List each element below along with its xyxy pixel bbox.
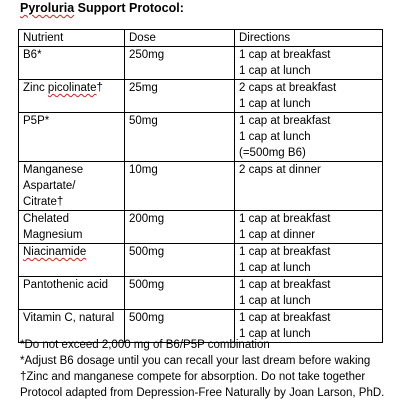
spellcheck-word: Niacinamide [23, 246, 87, 258]
direction-line: (=500mg B6) [239, 147, 306, 159]
page-title [20, 1, 184, 15]
cell-nutrient [19, 113, 125, 162]
cell-directions [235, 47, 383, 80]
footnote: *Adjust B6 dosage until you can recall your last dream before waking [20, 355, 371, 367]
nutrient-line: P5P* [23, 115, 50, 127]
header-dose: Dose [125, 30, 235, 47]
cell-nutrient [19, 47, 125, 80]
table-row [19, 162, 383, 211]
cell-directions [235, 211, 383, 244]
cell-dose: 10mg [125, 162, 235, 211]
table-row [19, 244, 383, 277]
table-body [19, 47, 383, 343]
nutrient-line: Aspartate/ [23, 180, 76, 192]
cell-directions [235, 277, 383, 310]
cell-nutrient [19, 80, 125, 113]
direction-line: 1 cap at breakfast [239, 246, 331, 258]
cell-nutrient [19, 211, 125, 244]
footnote: Protocol adapted from Depression-Free Naturally by Joan Larson, PhD. [20, 387, 385, 399]
header-directions: Directions [235, 30, 383, 47]
direction-line: 2 caps at breakfast [239, 82, 337, 94]
nutrient-line: Chelated [23, 213, 70, 225]
direction-line: 1 cap at lunch [239, 98, 311, 110]
table-row [19, 113, 383, 162]
direction-line: 1 cap at lunch [239, 328, 311, 340]
table-row [19, 47, 383, 80]
cell-dose: 500mg [125, 310, 235, 343]
direction-line: 1 cap at lunch [239, 262, 311, 274]
table-header-row [19, 30, 383, 47]
cell-nutrient [19, 162, 125, 211]
cell-directions [235, 244, 383, 277]
direction-line: 1 cap at lunch [239, 131, 311, 143]
cell-dose: 250mg [125, 47, 235, 80]
title-rest: Support Protocol: [74, 1, 184, 15]
nutrient-line: Magnesium [23, 229, 83, 241]
cell-dose: 200mg [125, 211, 235, 244]
direction-line: 2 caps at dinner [239, 164, 321, 176]
spellcheck-word: picolinate [47, 82, 97, 94]
direction-line: 1 cap at breakfast [239, 279, 331, 291]
cell-dose: 500mg [125, 244, 235, 277]
cell-directions [235, 80, 383, 113]
nutrient-line: Manganese [23, 164, 84, 176]
cell-directions [235, 162, 383, 211]
nutrient-line: Citrate† [23, 196, 64, 208]
footnotes [20, 337, 404, 401]
footnote: †Zinc and manganese compete for absorption. Do not take together [20, 371, 366, 383]
direction-line: 1 cap at breakfast [239, 312, 331, 324]
nutrient-line: Vitamin C, natural [23, 312, 115, 324]
direction-line: 1 cap at lunch [239, 65, 311, 77]
table-row [19, 211, 383, 244]
footnote: *Do not exceed 2,000 mg of B6/P5P combination [20, 339, 270, 351]
cell-nutrient [19, 277, 125, 310]
cell-dose: 50mg [125, 113, 235, 162]
cell-dose: 25mg [125, 80, 235, 113]
cell-directions [235, 113, 383, 162]
direction-line: 1 cap at breakfast [239, 115, 331, 127]
nutrient-line: Pantothenic acid [23, 279, 109, 291]
table-row [19, 277, 383, 310]
nutrient-line: B6* [23, 49, 42, 61]
direction-line: 1 cap at dinner [239, 229, 316, 241]
cell-dose: 500mg [125, 277, 235, 310]
cell-nutrient [19, 244, 125, 277]
header-nutrient: Nutrient [19, 30, 125, 47]
nutrient-line [23, 244, 124, 260]
direction-line: 1 cap at lunch [239, 295, 311, 307]
nutrient-line: Zinc picolinate† [23, 82, 103, 94]
protocol-table [18, 29, 383, 343]
direction-line: 1 cap at breakfast [239, 213, 331, 225]
direction-line: 1 cap at breakfast [239, 49, 331, 61]
title-word: Pyroluria [20, 1, 75, 15]
table-row [19, 80, 383, 113]
